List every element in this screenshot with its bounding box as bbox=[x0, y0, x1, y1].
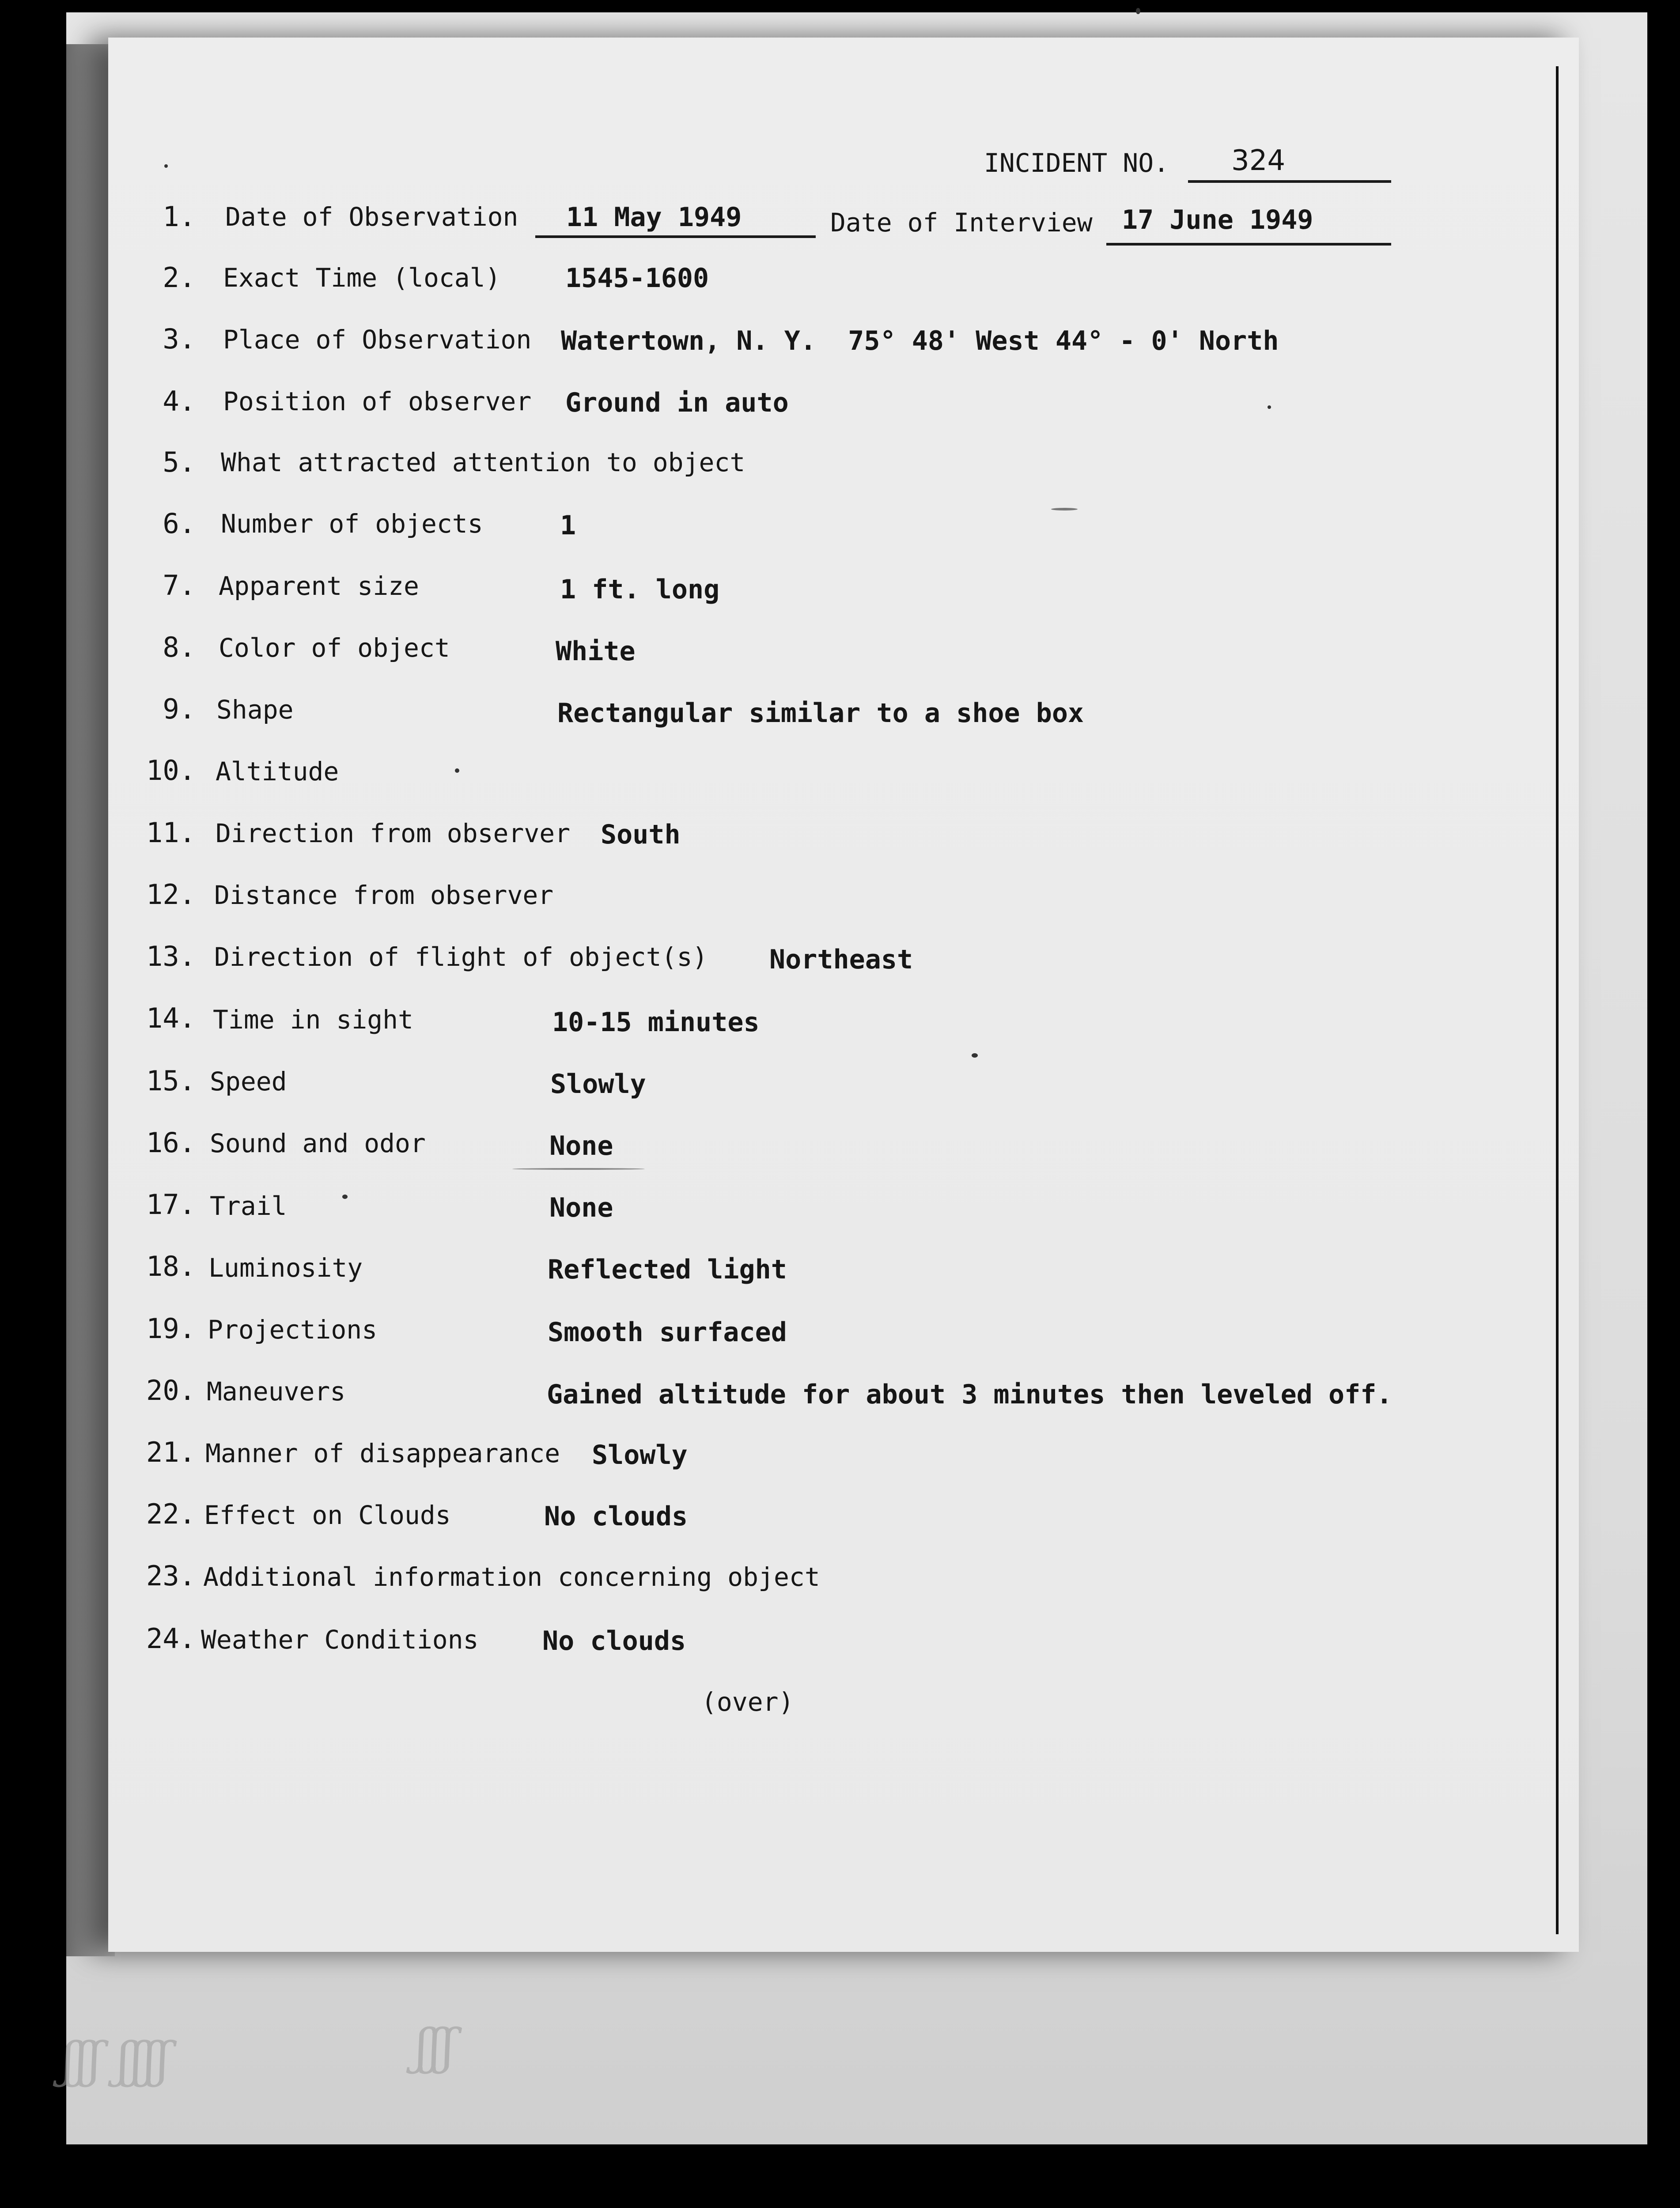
incident-number: 324 bbox=[1231, 144, 1286, 177]
dust-speck bbox=[972, 1053, 978, 1058]
interview-date-underline bbox=[1106, 243, 1391, 246]
page-edge-line bbox=[1556, 66, 1559, 1934]
item-number: 8. bbox=[163, 631, 196, 663]
item-number: 11. bbox=[146, 817, 196, 849]
item-label: Distance from observer bbox=[214, 880, 554, 910]
incident-label: INCIDENT NO. bbox=[984, 148, 1169, 178]
item-number: 14. bbox=[146, 1002, 196, 1034]
item-value: South bbox=[601, 819, 681, 850]
item-label: Sound and odor bbox=[210, 1128, 426, 1158]
item-number: 20. bbox=[146, 1374, 196, 1406]
item-value: Smooth surfaced bbox=[548, 1317, 787, 1348]
item-number: 1. bbox=[163, 200, 196, 233]
item-label: Direction of flight of object(s) bbox=[214, 942, 708, 972]
item-label: Direction from observer bbox=[216, 818, 571, 848]
item-number: 12. bbox=[146, 878, 196, 911]
item-number: 4. bbox=[163, 385, 196, 417]
item-label: Weather Conditions bbox=[201, 1625, 479, 1655]
item-number: 7. bbox=[163, 569, 196, 601]
item-number: 19. bbox=[146, 1312, 196, 1345]
dust-speck bbox=[342, 1195, 348, 1199]
item-value: Northeast bbox=[769, 944, 913, 975]
observation-date: 11 May 1949 bbox=[566, 202, 742, 233]
item-number: 2. bbox=[163, 261, 196, 294]
item-number: 23. bbox=[146, 1560, 196, 1592]
item-label: Trail bbox=[210, 1191, 287, 1221]
item-label: Luminosity bbox=[208, 1253, 363, 1283]
item-number: 24. bbox=[146, 1622, 196, 1655]
interview-date: 17 June 1949 bbox=[1122, 204, 1313, 235]
pencil-marks-right: ʃʃʃ bbox=[415, 2018, 455, 2075]
item-value: Watertown, N. Y. 75° 48' West 44° - 0' North bbox=[561, 325, 1279, 356]
item-label: Manner of disappearance bbox=[205, 1438, 560, 1468]
dust-speck bbox=[164, 164, 168, 168]
item-number: 9. bbox=[163, 693, 196, 725]
item-label: Time in sight bbox=[213, 1005, 413, 1035]
dust-speck bbox=[455, 768, 459, 773]
item-number: 10. bbox=[146, 754, 196, 786]
item-value: 1545-1600 bbox=[565, 263, 709, 294]
item-value: Gained altitude for about 3 minutes then leveled off. bbox=[547, 1379, 1392, 1410]
observation-date-underline bbox=[535, 235, 816, 238]
item-value: Slowly bbox=[592, 1440, 688, 1471]
item-value: Rectangular similar to a shoe box bbox=[557, 698, 1084, 729]
over-note: (over) bbox=[701, 1687, 794, 1717]
item-number: 5. bbox=[163, 446, 196, 478]
item-value: 1 ft. long bbox=[560, 574, 720, 605]
item-value: None bbox=[549, 1192, 613, 1223]
dust-speck bbox=[1268, 405, 1271, 409]
item-number: 18. bbox=[146, 1250, 196, 1282]
item-value: Reflected light bbox=[548, 1254, 787, 1285]
item-label: Additional information concerning object bbox=[203, 1562, 820, 1592]
item-label: Projections bbox=[208, 1315, 378, 1345]
item-value: Ground in auto bbox=[565, 387, 789, 418]
dust-speck bbox=[512, 1168, 645, 1170]
interview-label: Date of Interview bbox=[830, 208, 1093, 238]
item-label: What attracted attention to object bbox=[221, 447, 745, 477]
item-value: 10-15 minutes bbox=[552, 1007, 760, 1038]
item-number: 17. bbox=[146, 1188, 196, 1221]
dust-speck bbox=[1051, 508, 1078, 510]
item-number: 16. bbox=[146, 1127, 196, 1159]
item-value: None bbox=[549, 1130, 613, 1161]
item-number: 13. bbox=[146, 940, 196, 972]
dust-speck bbox=[1136, 8, 1140, 14]
item-value: Slowly bbox=[550, 1069, 646, 1100]
item-value: No clouds bbox=[544, 1501, 688, 1532]
item-label: Color of object bbox=[219, 633, 450, 663]
item-number: 15. bbox=[146, 1065, 196, 1097]
item-label: Exact Time (local) bbox=[223, 263, 501, 293]
item-label: Date of Observation bbox=[225, 202, 518, 232]
item-number: 3. bbox=[163, 323, 196, 355]
item-label: Maneuvers bbox=[207, 1376, 346, 1406]
pencil-marks: ʃʃʃ ʃʃʃʃ bbox=[62, 2031, 170, 2088]
item-label: Shape bbox=[216, 695, 294, 725]
item-value: 1 bbox=[560, 510, 576, 541]
item-number: 21. bbox=[146, 1436, 196, 1468]
item-label: Altitude bbox=[216, 756, 339, 786]
item-label: Number of objects bbox=[221, 509, 483, 539]
item-label: Position of observer bbox=[223, 386, 532, 416]
item-number: 22. bbox=[146, 1498, 196, 1530]
item-value: White bbox=[556, 636, 636, 667]
incident-underline bbox=[1188, 180, 1391, 183]
item-number: 6. bbox=[163, 507, 196, 540]
item-label: Place of Observation bbox=[223, 325, 532, 355]
item-value: No clouds bbox=[542, 1626, 686, 1656]
item-label: Effect on Clouds bbox=[204, 1500, 451, 1530]
item-label: Apparent size bbox=[219, 571, 419, 601]
item-label: Speed bbox=[210, 1066, 287, 1096]
